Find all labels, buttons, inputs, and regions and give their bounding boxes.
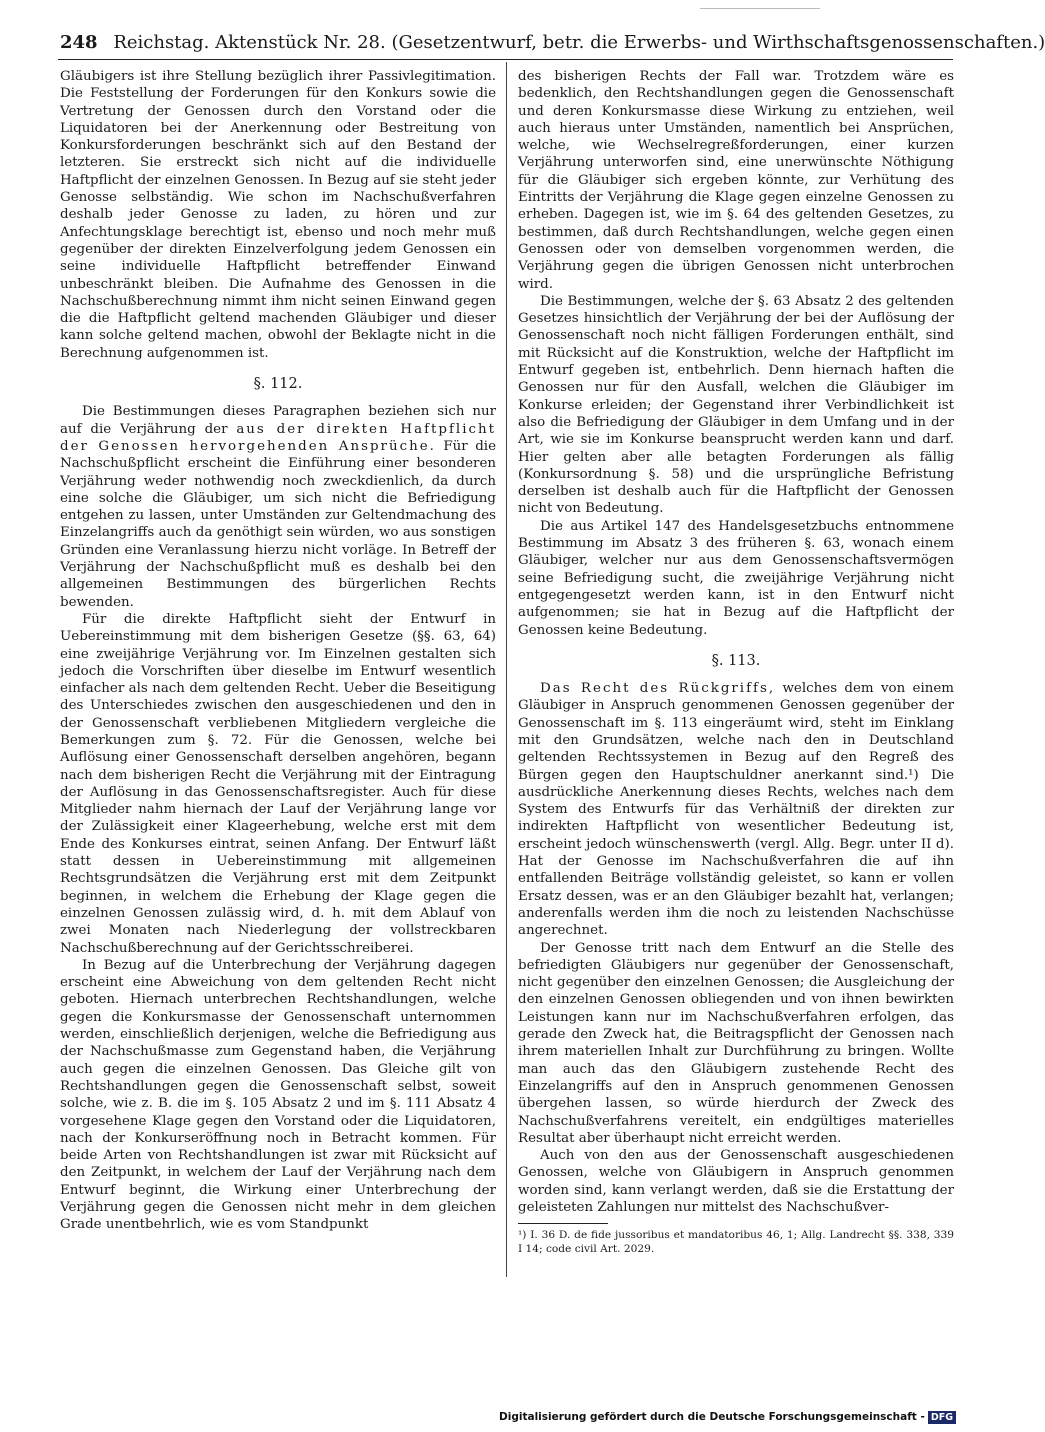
spaced-emphasis: Das Recht des Rückgriffs, bbox=[540, 681, 776, 697]
column-divider bbox=[506, 62, 507, 1277]
running-title: Reichstag. Aktenstück Nr. 28. (Gesetzentwurf, betr. die Erwerbs- und Wirthschaftsgenossenschaften.) bbox=[113, 32, 1045, 53]
paragraph: In Bezug auf die Unterbrechung der Verjährung dagegen erscheint eine Abweichung von dem geltenden Recht nicht geboten. Hiernach unterbrechen Rechtshandlungen, welche gegen die Konkursmasse der Genossenschaft unternommen werden, einschließlich derjenigen, welche die Befriedigung aus der Nachschußmasse zum Gegenstand haben, die Verjährung auch gegen die einzelnen Genossen. Das Gleiche gilt von Rechtshandlungen gegen die Genossenschaft selbst, soweit solche, wie z. B. die im §. 105 Absatz 2 und im §. 111 Absatz 4 vorgesehene Klage gegen den Vorstand oder die Liquidatoren, nach der Konkurseröffnung noch in Betracht kommen. Für beide Arten von Rechtshandlungen ist zwar mit Rücksicht auf den Zeitpunkt, in welchem der Lauf der Verjährung nach dem Entwurf beginnt, die Wirkung einer Unterbrechung der Verjährung gegen die Genossen nicht mehr in dem gleichen Grade unentbehrlich, wie es vom Standpunkt bbox=[60, 957, 496, 1233]
left-column bbox=[60, 68, 496, 1234]
spaced-emphasis: aus der direkten Haftpflicht der Genossen hervorgehenden Ansprüche. bbox=[60, 421, 497, 454]
digitization-credit bbox=[499, 1411, 956, 1424]
text-run: welches dem von einem Gläubiger in Anspruch genommenen Genossen gegenüber der Genossenschaft im §. 113 eingeräumt wird, steht im Einklang mit den Grundsätzen, welche nach den in Deutschland geltenden Rechtssystemen in Bezug auf den Regreß des Bürgen gegen den Hauptschuldner anerkannt sind.¹) Die ausdrückliche Anerkennung dieses Rechts, welches nach dem System des Entwurfs für das Verhältniß der direkten zur indirekten Haftpflicht von wesentlicher Bedeutung ist, erscheint jedoch wünschenswerth (vergl. Allg. Begr. unter II d). Hat der Genosse im Nachschußverfahren die auf ihn entfallenden Beiträge vollständig geleistet, so kann er vollen Ersatz dessen, was er an den Gläubiger bezahlt hat, verlangen; anderenfalls werden ihm die noch zu leistenden Nachschüsse angerechnet. bbox=[518, 681, 954, 939]
paragraph: Die Bestimmungen, welche der §. 63 Absatz 2 des geltenden Gesetzes hinsichtlich der Verjährung der bei der Auflösung der Genossenschaft noch nicht fälligen Forderungen enthält, sind mit Rücksicht auf die Konstruktion, welche der Haftpflicht im Entwurf gegeben ist, entbehrlich. Denn hiernach haften die Genossen nur für den Ausfall, welchen die Gläubiger im Konkurse erleiden; der Gegenstand ihrer Verbindlichkeit ist also die Befriedigung der Gläubiger in dem Umfang und in der Art, wie sie im Konkurse beansprucht werden kann und darf. Hier gelten aber alle betagten Forderungen als fällig (Konkursordnung §. 58) und die ursprüngliche Befristung derselben ist deshalb auch für die Haftpflicht der Genossen nicht von Bedeutung. bbox=[518, 293, 954, 517]
page-number: 248 bbox=[60, 32, 98, 53]
paragraph: Für die direkte Haftpflicht sieht der Entwurf in Uebereinstimmung mit dem bisherigen Gesetze (§§. 63, 64) eine zweijährige Verjährung vor. Im Einzelnen gestalten sich jedoch die Vorschriften über dieselbe im Entwurf wesentlich einfacher als nach dem geltenden Recht. Ueber die Beseitigung des Unterschiedes zwischen den ausgeschiedenen und den in der Genossenschaft verbliebenen Mitgliedern vergleiche die Bemerkungen zum §. 72. Für die Genossen, welche bei Auflösung einer Genossenschaft derselben angehören, begann nach dem bisherigen Recht die Verjährung mit der Eintragung der Auflösung in das Genossenschaftsregister. Auch für diese Mitglieder nahm hiernach der Lauf der Verjährung lange vor der Zulässigkeit einer Klageerhebung, welche erst mit dem Ende des Konkurses eintrat, seinen Anfang. Der Entwurf läßt statt dessen in Uebereinstimmung mit allgemeinen Rechtsgrundsätzen die Verjährung erst mit dem Zeitpunkt beginnen, in welchem die Erhebung der Klage gegen die einzelnen Genossen zulässig wird, d. h. mit dem Ablauf von zwei Monaten nach Niederlegung der vollstreckbaren Nachschußberechnung auf der Gerichtsschreiberei. bbox=[60, 611, 496, 956]
text-run: Für die Nachschußpflicht erscheint die Einführung einer besonderen Verjährung weder nothwendig noch zweckdienlich, da durch eine solche die Gläubiger, um sich nicht die Befriedigung entgehen zu lassen, unter Umständen zur Geltendmachung des Einzelangriffs auch da genöthigt sein würden, wo aus sonstigen Gründen eine Veranlassung hierzu nicht vorläge. In Betreff der Verjährung der Nachschußpflicht muß es deshalb bei den allgemeinen Bestimmungen des bürgerlichen Rechts bewenden. bbox=[60, 438, 496, 610]
footnote: ¹) I. 36 D. de fide jussoribus et mandatoribus 46, 1; Allg. Landrecht §§. 338, 339 I 14; code civil Art. 2029. bbox=[518, 1229, 954, 1255]
footnote-rule bbox=[518, 1223, 608, 1224]
right-column bbox=[518, 68, 954, 1216]
paragraph: Auch von den aus der Genossenschaft ausgeschiedenen Genossen, welche von Gläubigern in Anspruch genommen worden sind, kann verlangt werden, daß sie die Erstattung der geleisteten Zahlungen nur mittelst des Nachschußver- bbox=[518, 1148, 954, 1215]
paragraph bbox=[518, 680, 954, 939]
paragraph: Die aus Artikel 147 des Handelsgesetzbuchs entnommene Bestimmung im Absatz 3 des früheren §. 63, wonach einem Gläubiger, welcher nur aus dem Genossenschaftsvermögen seine Befriedigung sucht, die zweijährige Verjährung nicht entgegengesetzt werden kann, ist in den Entwurf nicht aufgenommen; sie hat in Bezug auf die Haftpflicht der Genossen keine Bedeutung. bbox=[518, 518, 954, 638]
text-run: Die Bestimmungen dieses Paragraphen beziehen sich nur auf die Verjährung der bbox=[60, 404, 496, 437]
paragraph: Der Genosse tritt nach dem Entwurf an die Stelle des befriedigten Gläubigers nur gegenüber der Genossenschaft, nicht gegenüber den einzelnen Genossen; die Ausgleichung der den einzelnen Genossen obliegenden und von ihnen bewirkten Leistungen kann nur im Nachschußverfahren erfolgen, das gerade den Zweck hat, die Beitragspflicht der Genossen nach ihrem materiellen Inhalt zur Durchführung zu bringen. Wollte man auch das den Gläubigern zustehende Recht des Einzelangriffs auf den in Anspruch genommenen Genossen übergehen lassen, so würde hierdurch der Zweck des Nachschußverfahrens vereitelt, ein endgültiges materielles Resultat aber überhaupt nicht erreicht werden. bbox=[518, 940, 954, 1146]
running-header bbox=[60, 30, 1045, 56]
paragraph: Gläubigers ist ihre Stellung bezüglich ihrer Passivlegitimation. Die Feststellung der Forderungen für den Konkurs sowie die Vertretung der Genossen durch den Vorstand oder die Liquidatoren bei der Anerkennung oder Bestreitung von Konkursforderungen beschränkt sich auf den Bestand der letzteren. Sie erstreckt sich nicht auf die individuelle Haftpflicht der einzelnen Genossen. In Bezug auf sie steht jeder Genosse selbständig. Wie schon im Nachschußverfahren deshalb jeder Genosse zu laden, zu hören und zur Anfechtungsklage berechtigt ist, ebenso und noch mehr muß gegenüber der direkten Einzelverfolgung jedem Genossen ein seine individuelle Haftpflicht betreffender Einwand unbeschränkt bleiben. Die Aufnahme des Genossen in die Nachschußberechnung nimmt ihm nicht seinen Einwand gegen die die Haftpflicht geltend machenden Gläubiger und dieser kann solche geltend machen, obwohl der Beklagte nicht in die Berechnung aufgenommen ist. bbox=[60, 69, 496, 361]
scan-artifact bbox=[700, 8, 820, 12]
section-heading-113: §. 113. bbox=[711, 652, 761, 669]
dfg-logo: DFG bbox=[928, 1411, 956, 1424]
paragraph: des bisherigen Rechts der Fall war. Trotzdem wäre es bedenklich, den Rechtshandlungen gegen die Genossenschaft und deren Konkursmasse diese Wirkung zu entziehen, weil auch hieraus unter Umständen, namentlich bei Ansprüchen, welche, wie Wechselregreßforderungen, einer kurzen Verjährung unterworfen sind, eine unerwünschte Nöthigung für die Gläubiger sich ergeben könnte, zur Verhütung des Eintritts der Verjährung die Klage gegen einzelne Genossen zu erheben. Dagegen ist, wie im §. 64 des geltenden Gesetzes, zu bestimmen, daß durch Rechtshandlungen, welche gegen einen Genossen oder von demselben vorgenommen werden, die Verjährung gegen die übrigen Genossen nicht unterbrochen wird. bbox=[518, 69, 954, 292]
paragraph bbox=[60, 403, 496, 611]
header-rule bbox=[58, 59, 953, 60]
section-heading-112: §. 112. bbox=[253, 376, 303, 393]
credit-text: Digitalisierung gefördert durch die Deutsche Forschungsgemeinschaft - bbox=[499, 1411, 925, 1423]
